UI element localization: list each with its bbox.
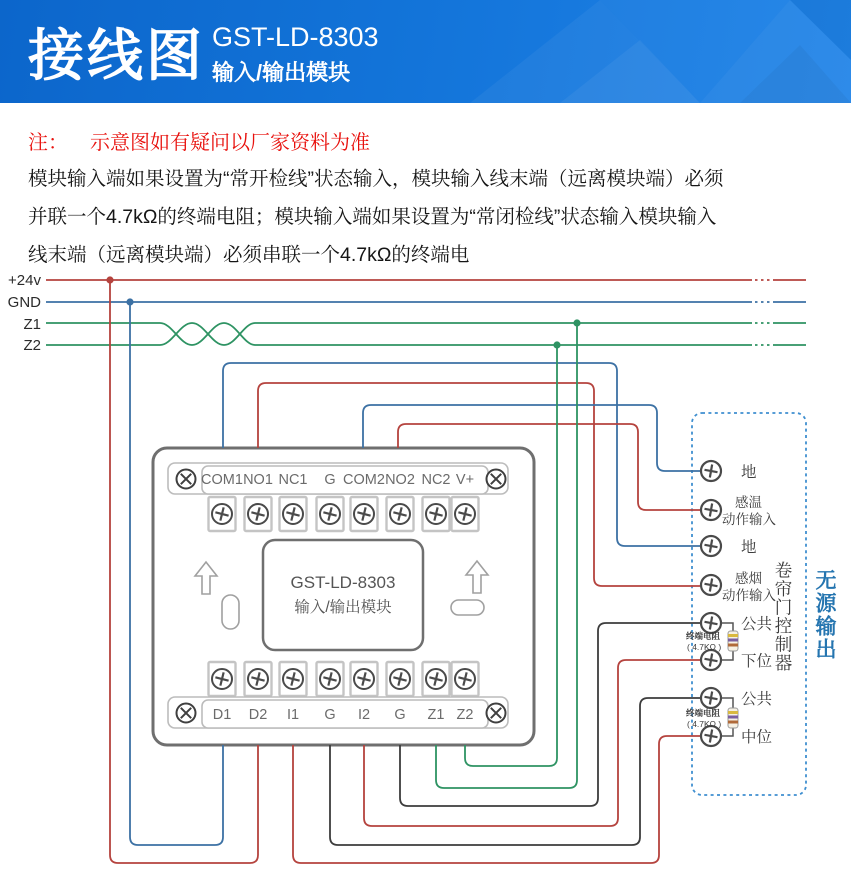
connector-label-common-2: 公共 — [741, 691, 773, 708]
connector-label-smoke-input: 动作输入 — [722, 588, 776, 603]
wire-i1-to-middle — [293, 736, 700, 863]
bus-label-gnd: GND — [7, 294, 41, 311]
header-subtitle: 输入/输出模块 — [212, 60, 351, 85]
module-top-screws — [209, 497, 479, 531]
bus-label-z1: Z1 — [23, 316, 41, 333]
resistor-label-2: 终端电阻 — [686, 708, 721, 718]
resistor-value-1: ( 4.7KΩ ) — [687, 642, 722, 652]
connector-label-common-1: 公共 — [741, 616, 773, 633]
header-banner — [0, 0, 851, 103]
module-subtitle: 输入/输出模块 — [294, 599, 392, 616]
terminal-label-z1: Z1 — [427, 707, 445, 723]
module-body — [153, 448, 534, 745]
terminal-label-no2: NO2 — [385, 472, 415, 488]
connector-label-lower: 下位 — [741, 653, 773, 670]
note-line — [28, 126, 370, 155]
connector-label-ground-2: 地 — [741, 539, 757, 556]
description-line-3: 线末端（远离模块端）必须串联一个4.7kΩ的终端电 — [28, 244, 470, 266]
wiring-diagram — [0, 255, 851, 869]
terminal-label-g1-top: G — [324, 472, 336, 488]
terminal-label-i1: I1 — [286, 707, 300, 723]
description-line-1: 模块输入端如果设置为“常开检线”状态输入，模块输入线末端（远离模块端）必须 — [28, 168, 724, 190]
terminal-label-i2: I2 — [357, 707, 371, 723]
module-title: GST-LD-8303 — [290, 573, 396, 592]
bus-labels — [8, 272, 42, 354]
terminal-label-vplus: V+ — [455, 472, 475, 488]
terminal-label-g2: G — [394, 707, 406, 723]
terminal-label-nc2: NC2 — [421, 472, 451, 488]
description-line-2: 并联一个4.7kΩ的终端电阻；模块输入端如果设置为“常闭检线”状态输入模块输入 — [28, 206, 717, 228]
twisted-pair-strand — [160, 323, 255, 345]
controller-box-label: 卷帘门控制器 — [773, 561, 793, 672]
bus-label-z2: Z2 — [23, 337, 41, 354]
module-bottom-screws — [209, 662, 479, 696]
bus-label-24v: +24v — [8, 272, 41, 289]
terminal-label-no1: NO1 — [243, 472, 273, 488]
resistor-labels — [686, 631, 721, 729]
page-title: 接线图 — [28, 24, 205, 87]
resistor-label-1: 终端电阻 — [686, 631, 721, 641]
terminal-label-d2: D2 — [248, 707, 268, 723]
module-nameplate — [263, 540, 423, 650]
connector-labels — [722, 462, 776, 746]
terminal-label-z2: Z2 — [456, 707, 474, 723]
vertical-slot-icon — [222, 595, 239, 629]
connector-label-heat: 感温 — [735, 495, 762, 510]
resistor-value-2: ( 4.7KΩ ) — [687, 719, 722, 729]
horizontal-slot-icon — [451, 600, 484, 615]
connector-label-heat-input: 动作输入 — [722, 512, 776, 527]
connector-label-smoke: 感烟 — [735, 571, 762, 586]
terminal-label-d1: D1 — [212, 707, 232, 723]
passive-output-label: 无源输出 — [813, 569, 836, 661]
connector-screws — [701, 461, 721, 746]
header-model-number: GST-LD-8303 — [212, 22, 379, 52]
note-prefix: 注： — [28, 132, 68, 154]
connector-label-ground-1: 地 — [741, 464, 757, 481]
terminal-label-com2: COM2 — [343, 472, 385, 488]
connector-label-middle: 中位 — [741, 729, 773, 746]
terminal-label-com1: COM1 — [201, 472, 243, 488]
terminal-label-g1: G — [324, 707, 336, 723]
terminal-label-nc1: NC1 — [278, 472, 308, 488]
bus-lines — [46, 280, 806, 345]
note-text: 示意图如有疑问以厂家资料为准 — [90, 132, 370, 154]
